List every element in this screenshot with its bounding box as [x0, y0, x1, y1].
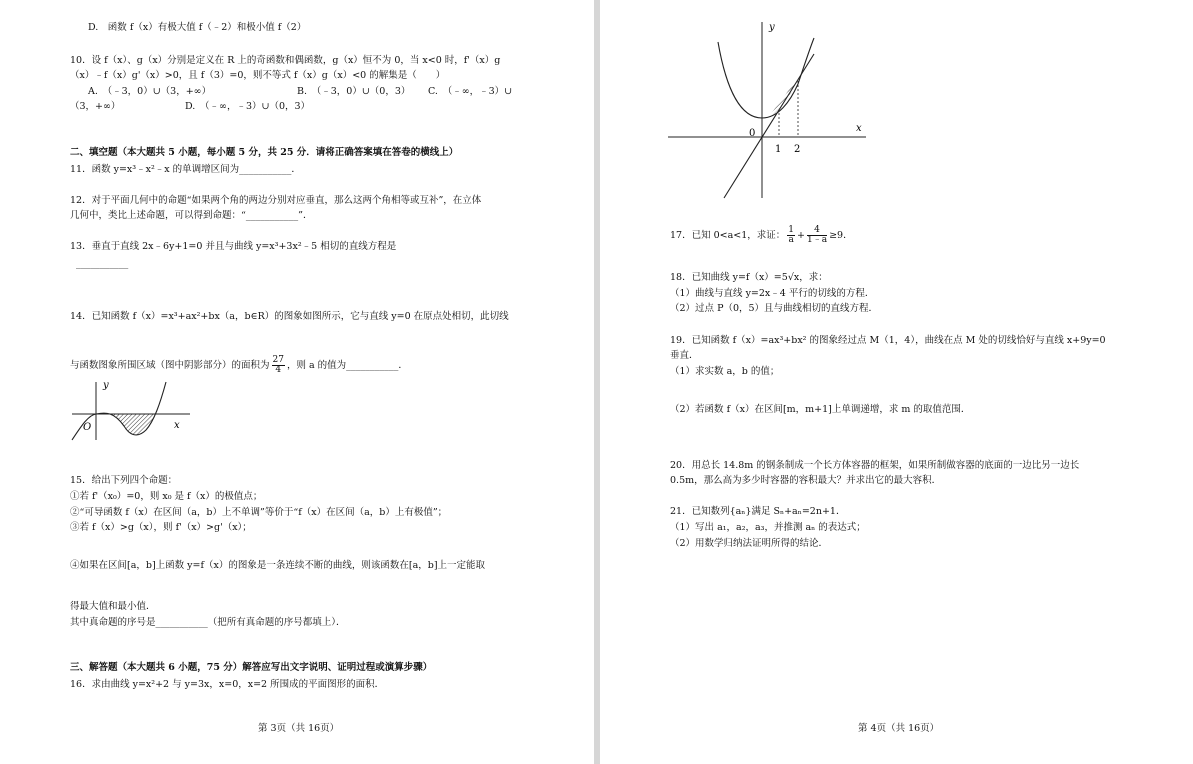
x-label: x [174, 420, 180, 431]
q16-figure [666, 18, 876, 202]
q13-line1: 13．垂直于直线 2x﹣6y+1=0 并且与曲线 y=x³+3x²﹣5 相切的直线方程是 [70, 241, 397, 252]
q14-area-fraction [272, 356, 285, 375]
q17-end: ≥9． [829, 230, 853, 241]
q18-line1: 18．已知曲线 y=f（x）=5√x，求： [670, 272, 828, 283]
q19-part-2: （2）若函数 f（x）在区间[m，m+1]上单调递增，求 m 的取值范围． [670, 404, 971, 415]
q14-line2 [70, 351, 408, 381]
q13-blank: ___________ [76, 258, 129, 269]
q17-text: 17．已知 0<a<1，求证： [670, 230, 786, 241]
q11: 11．函数 y=x³﹣x²﹣x 的单调增区间为___________． [70, 164, 301, 175]
origin-label: 0 [749, 128, 756, 139]
q15-proposition-4: ④如果在区间[a，b]上函数 y=f（x）的图象是一条连续不断的曲线，则该函数在[a，b]上一定能取 [70, 560, 486, 571]
section-3-heading: 三、解答题（本大题共 6 小题，75 分）解答应写出文字说明、证明过程或演算步骤） [70, 662, 433, 673]
q21-part-2: （2）用数学归纳法证明所得的结论． [670, 538, 829, 549]
q19-line1: 19．已知函数 f（x）=ax³+bx² 的图象经过点 M（1，4），曲线在点 M 处的切线恰好与直线 x+9y=0 [670, 335, 1106, 346]
q17-plus: + [797, 230, 805, 241]
q21-line1: 21．已知数列{aₙ}满足 Sₙ+aₙ=2n+1． [670, 506, 846, 517]
q10-option-c-cont: （3，+∞） [70, 101, 121, 112]
q14-frac-den: 4 [275, 365, 282, 375]
page-3 [0, 0, 594, 764]
q10-option-d: D. （﹣∞，﹣3）∪（0，3） [185, 101, 311, 112]
q20-line2: 0.5m，那么高为多少时容器的容积最大？并求出它的最大容积． [670, 475, 942, 486]
q10-option-c: C. （﹣∞，﹣3）∪ [428, 86, 513, 97]
q20-line1: 20．用总长 14.8m 的钢条制成一个长方体容器的框架，如果所制做容器的底面的一边比另一边长 [670, 460, 1080, 471]
q17 [670, 222, 853, 250]
q15-title: 15．给出下列四个命题： [70, 475, 178, 486]
shaded-region [96, 413, 156, 435]
section-2-heading: 二、填空题（本大题共 5 小题，每小题 5 分，共 25 分．请将正确答案填在答卷的横线上） [70, 147, 459, 158]
page-4 [600, 0, 1193, 764]
tick-label-2: 2 [794, 144, 801, 155]
y-label: y [103, 380, 109, 391]
q14-line2-end: ，则 a 的值为___________． [286, 360, 408, 371]
q10-stem-line1: 10．设 f（x）、g（x）分别是定义在 R 上的奇函数和偶函数，g（x）恒不为 0，当 x<0 时，f'（x）g [70, 55, 501, 66]
q10-option-a: A. （﹣3，0）∪（3，+∞） [88, 86, 212, 97]
q15-proposition-4-cont: 得最大值和最小值． [70, 601, 156, 612]
q18-part-2: （2）过点 P（0，5）且与曲线相切的直线方程． [670, 303, 879, 314]
q15-proposition-1: ①若 f'（x₀）=0，则 x₀ 是 f（x）的极值点； [70, 491, 263, 502]
q12-line1: 12．对于平面几何中的命题“如果两个角的两边分别对应垂直，那么这两个角相等或互补”，在立体 [70, 195, 482, 206]
q18-part-1: （1）曲线与直线 y=2x﹣4 平行的切线的方程． [670, 288, 875, 299]
q17-f1-num: 1 [788, 225, 795, 235]
q10-option-b: B. （﹣3，0）∪（0，3） [297, 86, 411, 97]
q19-part-1: （1）求实数 a，b 的值； [670, 366, 780, 377]
q21-part-1: （1）写出 a₁，a₂，a₃，并推测 aₙ 的表达式； [670, 522, 866, 533]
q17-fraction-2 [807, 226, 827, 245]
q12-line2: 几何中，类比上述命题，可以得到命题：“___________”． [70, 210, 313, 221]
q15-answer-line: 其中真命题的序号是___________（把所有真命题的序号都填上）． [70, 617, 346, 628]
q16: 16．求由曲线 y=x²+2 与 y=3x，x=0，x=2 所围成的平面图形的面积． [70, 679, 385, 690]
q19-line2: 垂直． [670, 350, 699, 361]
tick-label-1: 1 [775, 144, 782, 155]
q15-proposition-2: ②“可导函数 f（x）在区间（a，b）上不单调”等价于“f（x）在区间（a，b）上有极值”； [70, 507, 448, 518]
q17-f1-den: a [788, 235, 794, 245]
q15-proposition-3: ③若 f（x）>g（x），则 f'（x）>g'（x）； [70, 522, 252, 533]
origin-label: O [83, 422, 92, 433]
q17-fraction-1 [787, 226, 795, 245]
q9-option-d: D. 函数 f（x）有极大值 f（﹣2）和极小值 f（2） [88, 22, 307, 33]
y-label: y [769, 22, 775, 33]
page-footer-4: 第 4页（共 16页） [858, 723, 940, 734]
q10-stem-line2: （x）﹣f（x）g'（x）>0，且 f（3）=0，则不等式 f（x）g（x）<0 的解集是（ ） [70, 70, 446, 81]
q14-figure [66, 378, 196, 444]
x-label: x [856, 123, 862, 134]
q17-f2-den: 1﹣a [806, 235, 828, 245]
q17-f2-num: 4 [807, 226, 827, 236]
q14-line1: 14．已知函数 f（x）=x³+ax²+bx（a，b∈R）的图象如图所示，它与直线 y=0 在原点处相切，此切线 [70, 311, 509, 322]
q14-frac-num: 27 [272, 355, 284, 365]
q14-line2-text: 与函数图象所围区域（图中阴影部分）的面积为 [70, 360, 270, 371]
line-y-3x [724, 54, 814, 198]
shaded-region [767, 78, 798, 119]
page-footer-3: 第 3页（共 16页） [258, 723, 340, 734]
